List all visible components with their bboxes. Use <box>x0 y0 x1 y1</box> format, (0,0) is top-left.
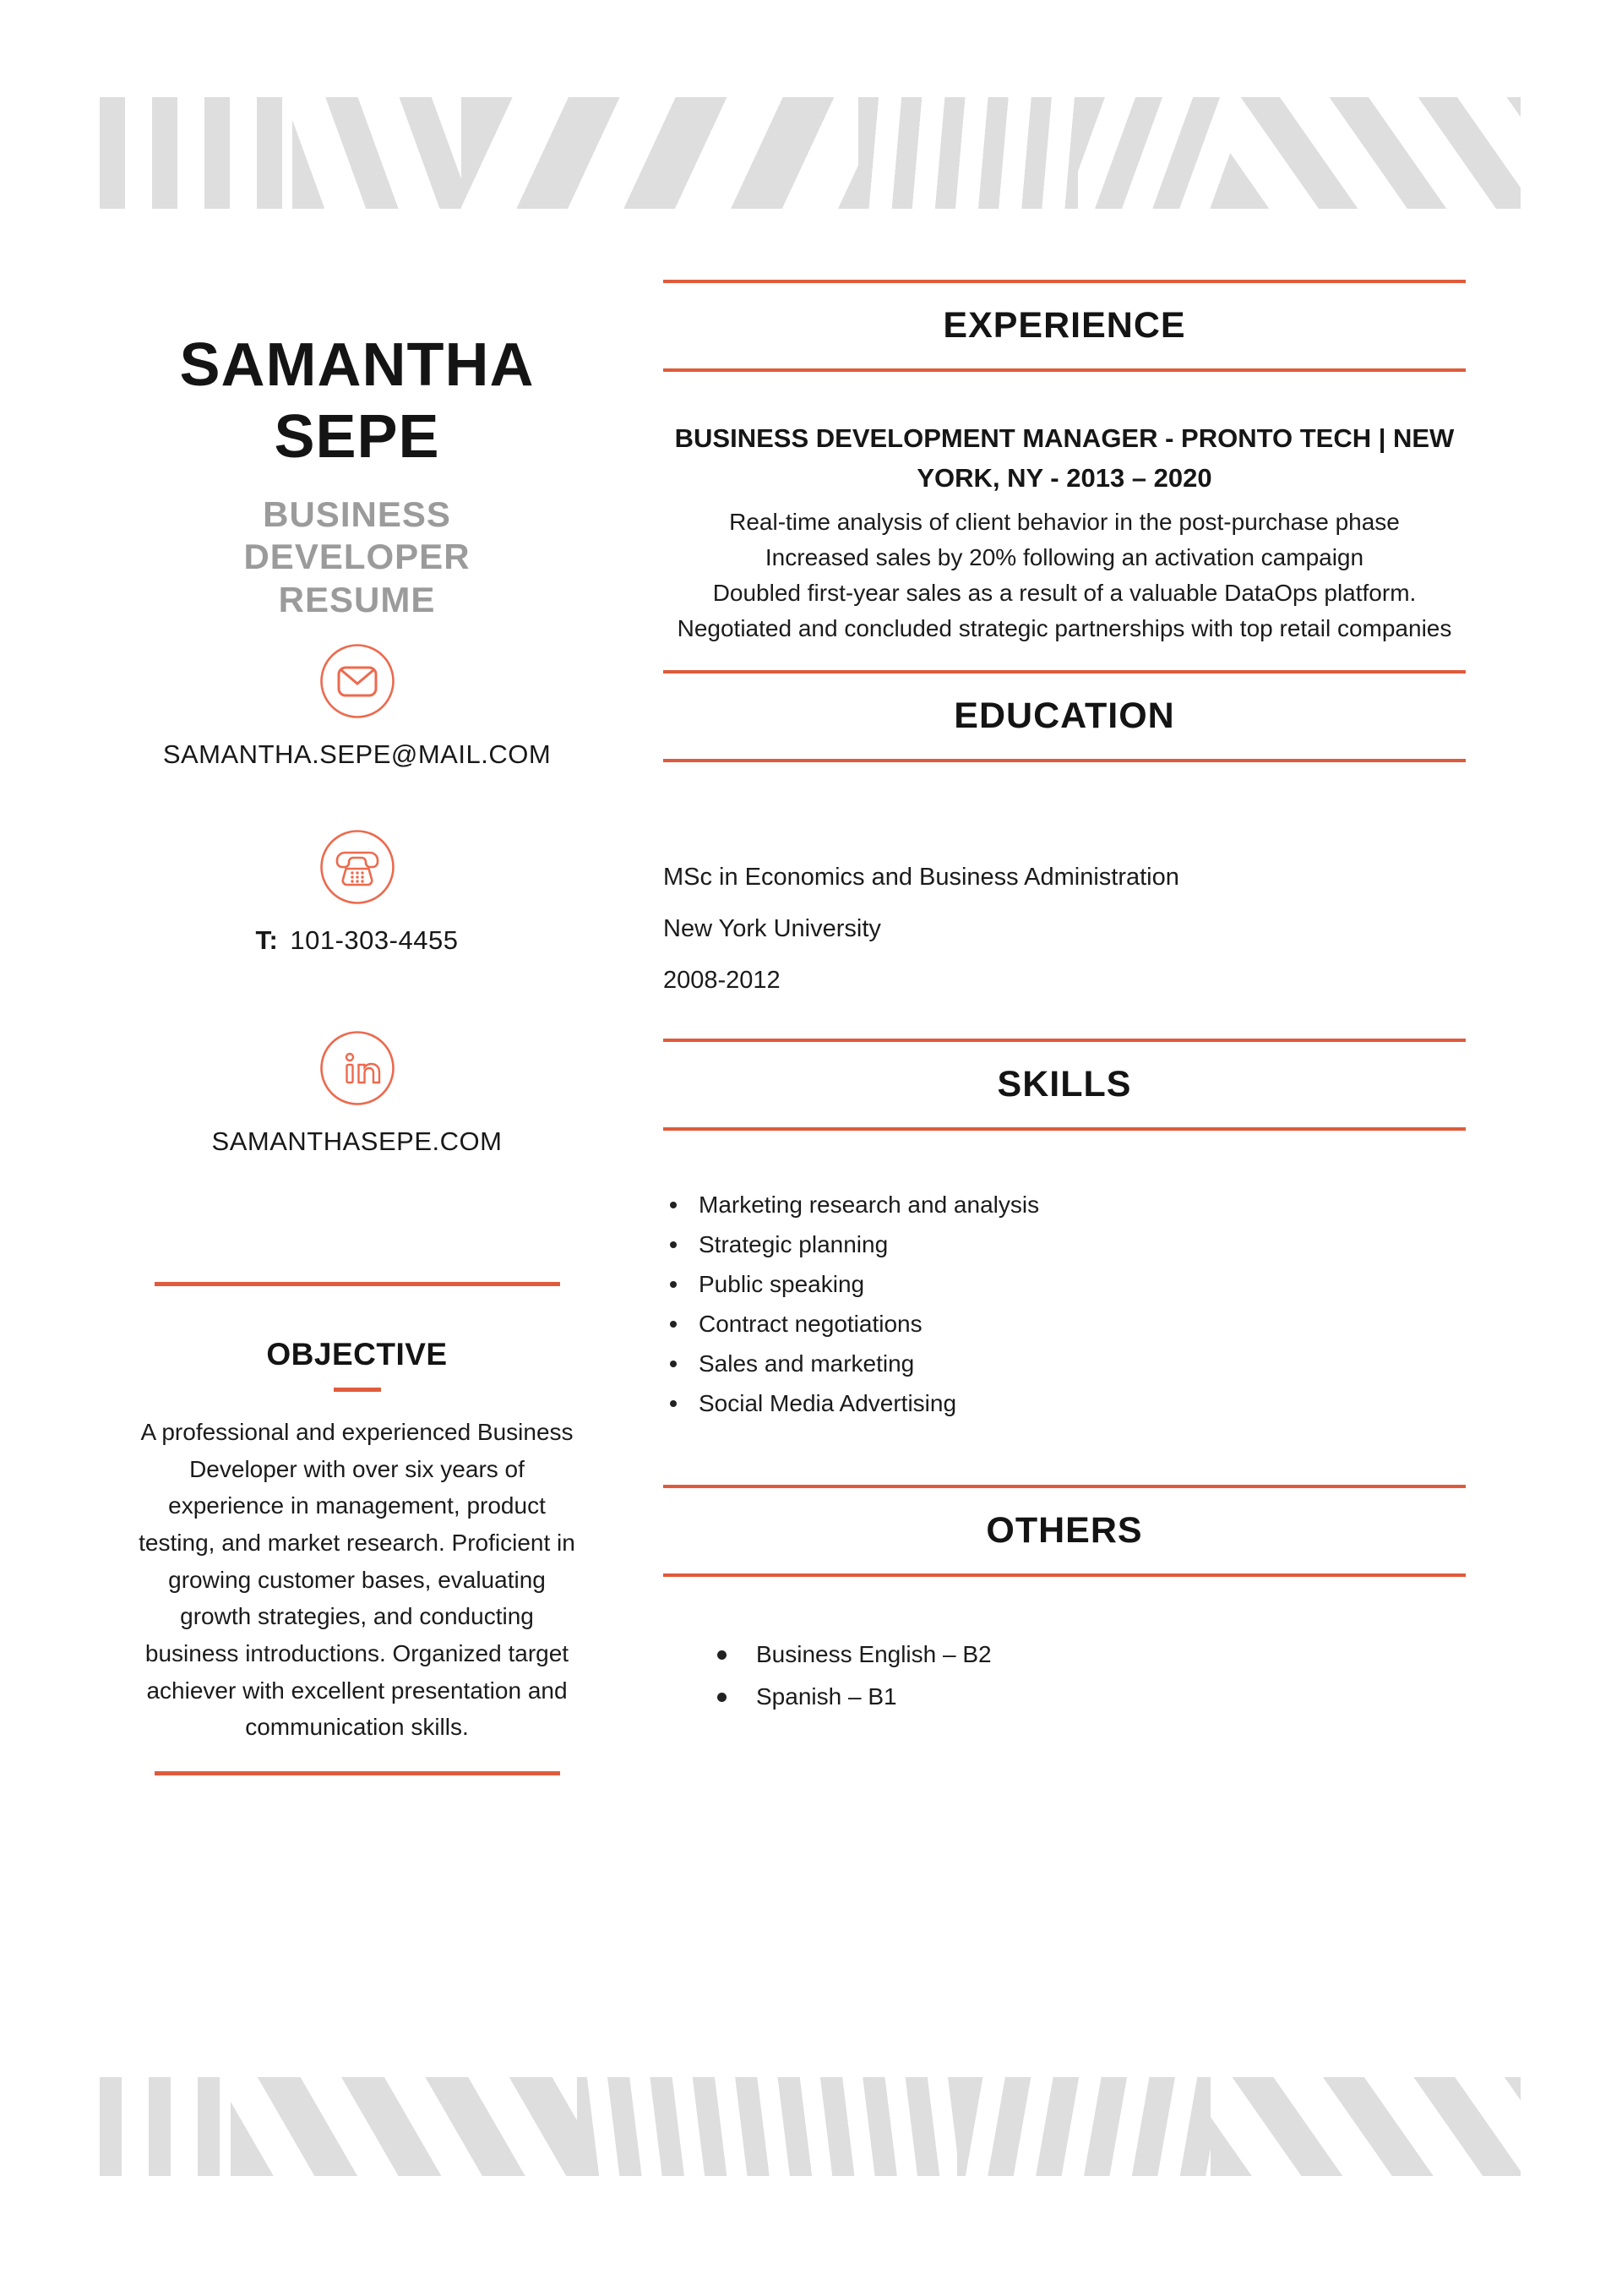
email-text: SAMANTHA.SEPE@MAIL.COM <box>162 739 552 770</box>
job-detail-line: Real-time analysis of client behavior in the post-purchase phase <box>729 509 1400 535</box>
section-rule <box>663 759 1466 762</box>
decorative-stripes-bottom <box>100 2077 1521 2176</box>
website-text: SAMANTHASEPE.COM <box>211 1126 503 1157</box>
education-years: 2008-2012 <box>663 967 781 994</box>
linkedin-icon <box>319 1030 395 1106</box>
stripe-segment <box>461 97 858 209</box>
language-item: Business English – B2 <box>663 1641 1466 1668</box>
others-heading: OTHERS <box>986 1510 1143 1551</box>
section-rule <box>663 670 1466 674</box>
stripe-segment <box>1078 97 1230 209</box>
experience-body <box>663 419 1466 646</box>
experience-heading: EXPERIENCE <box>943 305 1186 346</box>
stripe-segment <box>957 2077 1211 2176</box>
job-detail-line: Negotiated and concluded strategic partnerships with top retail companies <box>677 615 1452 641</box>
stripe-segment <box>100 2077 231 2176</box>
divider-line <box>155 1771 560 1775</box>
experience-section <box>663 280 1466 646</box>
stripe-segment <box>1211 2077 1521 2176</box>
others-section <box>663 1485 1466 1710</box>
phone-icon <box>319 829 395 905</box>
language-item: Spanish – B1 <box>663 1683 1466 1710</box>
phone-label: T: <box>255 925 279 956</box>
objective-heading: OBJECTIVE <box>266 1337 448 1372</box>
others-list <box>663 1641 1466 1710</box>
objective-underline <box>334 1388 381 1392</box>
section-rule <box>663 280 1466 283</box>
main-column <box>663 280 1466 1726</box>
phone-number: 101-303-4455 <box>290 925 459 956</box>
job-title: BUSINESS DEVELOPMENT MANAGER - PRONTO TECH | NEW YORK, NY - 2013 – 2020 <box>674 423 1455 493</box>
section-rule <box>663 1573 1466 1577</box>
stripe-segment <box>100 97 292 209</box>
stripe-segment <box>292 97 461 209</box>
skills-section <box>663 1039 1466 1417</box>
email-icon <box>319 643 395 719</box>
sidebar-column <box>135 330 579 1775</box>
person-name: SAMANTHA SEPE <box>179 331 535 471</box>
stripe-segment <box>577 2077 957 2176</box>
skill-item: Social Media Advertising <box>663 1390 1466 1417</box>
education-degree: MSc in Economics and Business Administration <box>663 864 1179 891</box>
decorative-stripes-top <box>100 97 1521 209</box>
skill-item: Strategic planning <box>663 1231 1466 1258</box>
section-rule <box>663 368 1466 372</box>
skill-item: Public speaking <box>663 1271 1466 1298</box>
divider-line <box>155 1282 560 1286</box>
job-details <box>663 504 1466 646</box>
section-rule <box>663 1039 1466 1042</box>
skills-list <box>663 1192 1466 1417</box>
objective-text: A professional and experienced Business Developer with over six years of experience in management, product testing, and market research. Proficient in growing customer bases, evaluating growth strategies, and conducting business introductions. Organized target achiever with excellent presentation and communication skills. <box>139 1419 575 1741</box>
section-rule <box>663 1127 1466 1131</box>
education-section <box>663 670 1466 995</box>
skill-item: Marketing research and analysis <box>663 1192 1466 1219</box>
phone-text <box>135 925 579 956</box>
stripe-segment <box>231 2077 577 2176</box>
education-heading: EDUCATION <box>954 695 1175 736</box>
keypad-dots <box>351 871 363 882</box>
person-subtitle: BUSINESS DEVELOPER RESUME <box>243 494 471 619</box>
job-detail-line: Doubled first-year sales as a result of a valuable DataOps platform. <box>712 580 1417 606</box>
skill-item: Sales and marketing <box>663 1350 1466 1377</box>
section-rule <box>663 1485 1466 1488</box>
skill-item: Contract negotiations <box>663 1311 1466 1338</box>
job-detail-line: Increased sales by 20% following an activation campaign <box>765 544 1364 570</box>
skills-heading: SKILLS <box>997 1064 1132 1104</box>
education-school: New York University <box>663 915 881 942</box>
stripe-segment <box>858 97 1078 209</box>
education-body <box>663 864 1466 995</box>
stripe-segment <box>1230 97 1521 209</box>
